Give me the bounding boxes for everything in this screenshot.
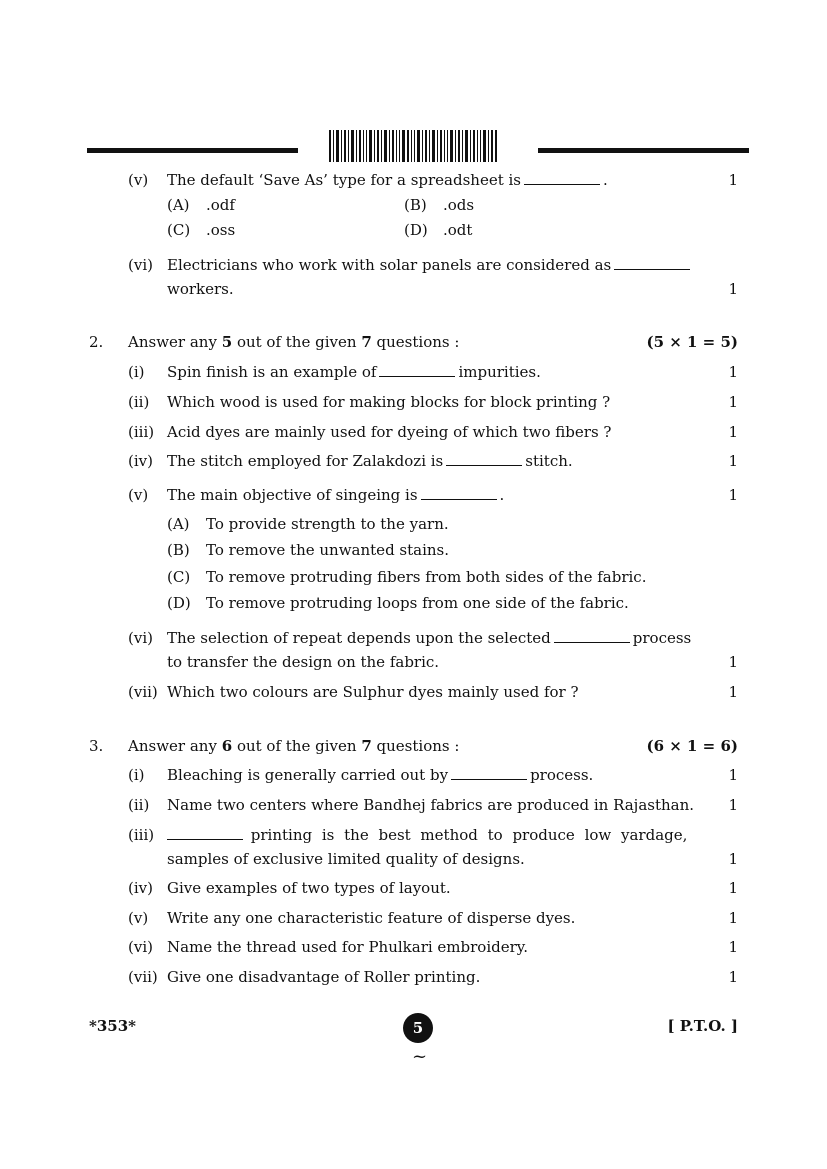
q2-iv-post: stitch. <box>525 452 573 470</box>
q3-iii-num: (iii) <box>128 826 155 844</box>
q3-i-mark: 1 <box>728 766 738 784</box>
q1-v-num: (v) <box>128 171 149 189</box>
answer-blank <box>451 766 527 780</box>
q2-i-num: (i) <box>128 363 145 381</box>
q2-vi-line1 <box>167 629 691 647</box>
q3-intro-mid: out of the given <box>236 737 357 755</box>
q2-v-num: (v) <box>128 486 149 504</box>
q2-v-post: . <box>499 486 505 504</box>
q2-vi-mark: 1 <box>728 653 738 671</box>
q1-v-option-c-label: (C) <box>167 221 191 239</box>
q3-ii-text: Name two centers where Bandhej fabrics are produced in Rajasthan. <box>167 796 695 814</box>
q2-ii-text: Which wood is used for making blocks for block printing ? <box>167 393 611 411</box>
q3-i-post: process. <box>530 766 594 784</box>
q3-intro-num: 6 <box>221 737 233 755</box>
answer-blank <box>554 629 630 643</box>
q3-ii-mark: 1 <box>728 796 738 814</box>
q3-iv-mark: 1 <box>728 879 738 897</box>
q2-v-mark: 1 <box>728 486 738 504</box>
q2-v-option-d-label: (D) <box>167 594 191 612</box>
q3-marks: (6 × 1 = 6) <box>646 737 738 755</box>
q3-i-pre: Bleaching is generally carried out by <box>167 766 449 784</box>
page-number-badge <box>403 1013 433 1043</box>
q2-v-pre: The main objective of singeing is <box>167 486 418 504</box>
q1-vi-mark: 1 <box>728 280 738 298</box>
q2-vi-line1-post: process <box>632 629 692 647</box>
paper-code: *353* <box>89 1017 136 1035</box>
q1-v-mark: 1 <box>728 171 738 189</box>
q1-v-option-d-text: .odt <box>443 221 473 239</box>
q1-v-option-c-text: .oss <box>206 221 236 239</box>
q1-v-option-b-label: (B) <box>404 196 427 214</box>
answer-blank <box>614 256 690 270</box>
q3-v-text: Write any one characteristic feature of disperse dyes. <box>167 909 576 927</box>
q2-v-option-b-label: (B) <box>167 541 190 559</box>
q2-i-pre: Spin finish is an example of <box>167 363 377 381</box>
q2-iii-num: (iii) <box>128 423 155 441</box>
q1-vi-line2: workers. <box>167 280 234 298</box>
q1-v-option-b-text: .ods <box>443 196 475 214</box>
q3-iii-line1-text: printing is the best method to produce low yardage, <box>250 826 688 844</box>
answer-blank <box>446 452 522 466</box>
q3-v-num: (v) <box>128 909 149 927</box>
q2-i-post: impurities. <box>458 363 541 381</box>
q3-vii-text: Give one disadvantage of Roller printing. <box>167 968 481 986</box>
q2-ii-num: (ii) <box>128 393 150 411</box>
q2-v-option-a-text: To provide strength to the yarn. <box>206 515 449 533</box>
q3-intro-total: 7 <box>361 737 372 755</box>
q3-number: 3. <box>89 737 104 755</box>
q2-intro-post: questions : <box>376 333 460 351</box>
q2-vi-line2: to transfer the design on the fabric. <box>167 653 440 671</box>
q3-i-text <box>167 766 593 784</box>
q2-i-mark: 1 <box>728 363 738 381</box>
q3-vii-mark: 1 <box>728 968 738 986</box>
q2-vii-text: Which two colours are Sulphur dyes mainly used for ? <box>167 683 579 701</box>
q1-v-text-pre: The default ‘Save As’ type for a spreadsheet is <box>167 171 521 189</box>
q2-number: 2. <box>89 333 104 351</box>
header-rule-right <box>538 148 749 153</box>
q1-vi-num: (vi) <box>128 256 153 274</box>
q2-ii-mark: 1 <box>728 393 738 411</box>
q3-iii-line1 <box>167 826 687 844</box>
q2-vi-line1-pre: The selection of repeat depends upon the selected <box>167 629 551 647</box>
q2-v-option-a-label: (A) <box>167 515 190 533</box>
q2-iv-num: (iv) <box>128 452 153 470</box>
q1-vi-line1 <box>167 256 693 274</box>
q2-vi-num: (vi) <box>128 629 153 647</box>
q1-v-text <box>167 171 608 189</box>
footer-tilde: ~ <box>412 1046 428 1067</box>
answer-blank <box>379 363 455 377</box>
q3-intro-pre: Answer any <box>128 737 217 755</box>
q2-intro-num: 5 <box>221 333 233 351</box>
q3-iv-num: (iv) <box>128 879 153 897</box>
q2-v-option-b-text: To remove the unwanted stains. <box>206 541 450 559</box>
q2-i-text <box>167 363 541 381</box>
q3-vi-text: Name the thread used for Phulkari embroidery. <box>167 938 529 956</box>
q3-v-mark: 1 <box>728 909 738 927</box>
q1-v-option-a-label: (A) <box>167 196 190 214</box>
q3-vi-mark: 1 <box>728 938 738 956</box>
q2-intro-mid: out of the given <box>236 333 357 351</box>
q2-iv-mark: 1 <box>728 452 738 470</box>
q2-iii-mark: 1 <box>728 423 738 441</box>
q2-v-option-c-text: To remove protruding fibers from both sides of the fabric. <box>206 568 647 586</box>
header-rule-left <box>87 148 298 153</box>
q2-v-text <box>167 486 504 504</box>
barcode-icon <box>329 130 497 162</box>
q2-marks: (5 × 1 = 5) <box>646 333 738 351</box>
q2-intro <box>128 333 459 351</box>
q3-i-num: (i) <box>128 766 145 784</box>
q1-v-option-d-label: (D) <box>404 221 428 239</box>
page-number: 5 <box>412 1019 424 1037</box>
q2-v-option-d-text: To remove protruding loops from one side of the fabric. <box>206 594 629 612</box>
q1-v-text-post: . <box>603 171 608 189</box>
q2-vii-mark: 1 <box>728 683 738 701</box>
q2-iv-pre: The stitch employed for Zalakdozi is <box>167 452 444 470</box>
q3-iv-text: Give examples of two types of layout. <box>167 879 451 897</box>
q1-v-option-a-text: .odf <box>206 196 235 214</box>
answer-blank <box>421 486 497 500</box>
answer-blank <box>524 171 600 185</box>
q3-vi-num: (vi) <box>128 938 153 956</box>
q3-intro-post: questions : <box>376 737 460 755</box>
q3-vii-num: (vii) <box>128 968 158 986</box>
q2-iv-text <box>167 452 573 470</box>
pto-label: [ P.T.O. ] <box>667 1017 738 1035</box>
answer-blank <box>167 826 243 840</box>
q1-vi-line1-text: Electricians who work with solar panels are considered as <box>167 256 612 274</box>
q2-vii-num: (vii) <box>128 683 158 701</box>
q2-intro-total: 7 <box>361 333 372 351</box>
q2-v-option-c-label: (C) <box>167 568 191 586</box>
q3-iii-line2: samples of exclusive limited quality of designs. <box>167 850 525 868</box>
q3-iii-mark: 1 <box>728 850 738 868</box>
q2-iii-text: Acid dyes are mainly used for dyeing of which two fibers ? <box>167 423 612 441</box>
q3-ii-num: (ii) <box>128 796 150 814</box>
q2-intro-pre: Answer any <box>128 333 217 351</box>
q3-intro <box>128 737 459 755</box>
